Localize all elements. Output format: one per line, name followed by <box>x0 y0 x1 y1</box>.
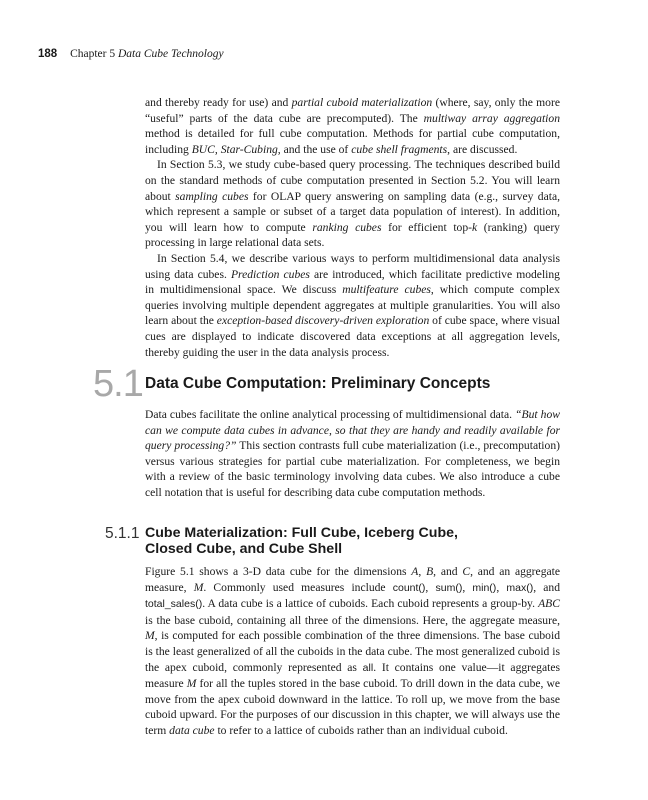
subsection-number: 5.1.1 <box>105 525 140 542</box>
emphasis-text: B <box>426 565 434 578</box>
page-number: 188 <box>38 48 58 60</box>
intro-text <box>145 95 560 360</box>
emphasis-text: data cube <box>169 723 215 737</box>
section-paragraph-1: Data cubes facilitate the online analytical processing of multidimensional data. “But how can we compute data cubes in advance, so that they are handy and readily available for query processing?” This section contrasts full cube materialization (i.e., precomputation) versus various strategies for partial cube materialization. For completeness, we begin with a review of the basic terminology involving data cubes. We also introduce a cube cell notation that is useful for describing data cube computation methods. <box>145 408 560 499</box>
code-term: all <box>362 661 374 674</box>
emphasis-text: partial cuboid materialization <box>291 96 433 109</box>
section-title: Data Cube Computation: Preliminary Concepts <box>145 375 491 392</box>
emphasis-text: M <box>186 677 197 691</box>
emphasis-text: ranking cubes <box>312 220 382 234</box>
emphasis-text: C <box>462 565 471 578</box>
emphasis-text: multiway array aggregation <box>423 111 561 125</box>
subsection-title-line-2: Closed Cube, and Cube Shell <box>145 541 343 557</box>
emphasis-text: “But how can we compute data cubes in advance, so that they are handy and readily available for query processing?” <box>145 408 560 453</box>
running-header <box>38 48 224 60</box>
section-number: 5.1 <box>93 363 143 405</box>
emphasis-text: Prediction cubes <box>230 267 310 281</box>
subsection-title-line-1: Cube Materialization: Full Cube, Iceberg Cube, <box>145 525 458 541</box>
emphasis-text: sampling cubes <box>175 189 249 203</box>
emphasis-text: exception-based discovery-driven exploration <box>216 314 430 328</box>
subsection-text <box>145 564 560 739</box>
emphasis-text: multifeature cubes <box>342 283 431 297</box>
subsection-title <box>145 525 458 557</box>
subsection-paragraph-1: Figure 5.1 shows a 3-D data cube for the dimensions A, B, and C, and an aggregate measure, M. Commonly used measures include count(), sum(), min(), max(), and total_sales(). A data cube is a lattice of cuboids. Each cuboid represents a group-by. ABC is the base cuboid, containing all three of the dimensions. Here, the aggregate measure, M, is computed for each possible combination of the three dimensions. The base cuboid is the least generalized of all the cuboids in the data cube. The most generalized cuboid is the apex cuboid, commonly represented as all. It contains one value—it aggregates measure M for all the tuples stored in the base cuboid. To drill down in the data cube, we move from the apex cuboid downward in the lattice. To roll up, we move from the base cuboid upward. For the purposes of our discussion in this chapter, we will always use the term data cube to refer to a lattice of cuboids rather than an individual cuboid. <box>145 565 561 737</box>
intro-paragraph-1: and thereby ready for use) and partial cuboid materialization (where, say, only the more “useful” parts of the data cube are precomputed). The multiway array aggregation method is detailed for full cube computation. Methods for partial cube computation, including BUC, Star-Cubing, and the use of cube shell fragments, are discussed. <box>145 96 561 156</box>
emphasis-text: cube shell fragments <box>351 142 448 156</box>
section-text <box>145 407 560 501</box>
code-term: sum() <box>435 581 463 594</box>
emphasis-text: BUC, Star-Cubing, <box>191 142 281 156</box>
intro-paragraph-3: In Section 5.4, we describe various ways to perform multidimensional data analysis using data cubes. Prediction cubes are introduced, which facilitate predictive modeling in multidimensional space. We discuss multifeature cubes, which compute complex queries involving multiple dependent aggregates at multiple granularities. You will also learn about the exception-based discovery-driven exploration of cube space, where visual cues are displayed to indicate discovered data exceptions at all aggregation levels, thereby guiding the user in the data analysis process. <box>145 251 560 359</box>
code-term: count() <box>392 581 426 594</box>
emphasis-text: ABC <box>538 597 560 611</box>
code-term: min() <box>472 581 497 594</box>
emphasis-text: A <box>411 565 419 578</box>
code-term: total_sales() <box>145 598 203 611</box>
intro-paragraph-2: In Section 5.3, we study cube-based query processing. The techniques described build on the standard methods of cube computation presented in Section 5.2. You will learn about sampling cubes for OLAP query answering on sampling data (e.g., survey data, which represent a sample or subset of a target data population of interest). In addition, you will learn how to compute ranking cubes for efficient top-k (ranking) query processing in large relational data sets. <box>145 158 561 250</box>
chapter-label: Chapter 5 <box>70 48 116 60</box>
emphasis-text: M <box>145 629 155 643</box>
code-term: max() <box>506 581 534 594</box>
chapter-title: Data Cube Technology <box>117 48 224 60</box>
emphasis-text: k <box>472 220 478 234</box>
emphasis-text: M <box>193 580 204 594</box>
